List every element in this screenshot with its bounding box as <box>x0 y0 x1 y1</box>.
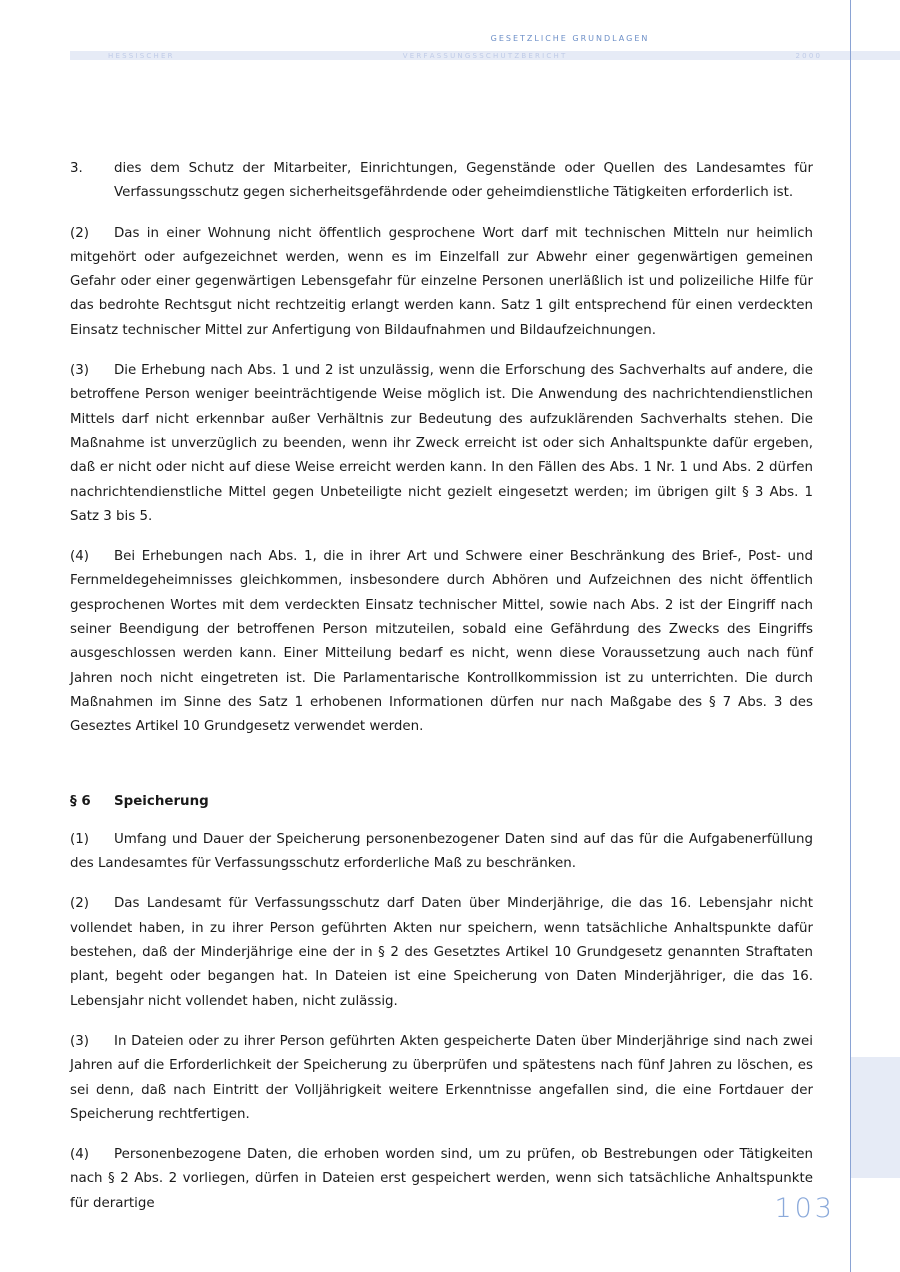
paragraph-number: (3) <box>70 363 89 379</box>
header-band-word: V E R F A S S U N G S S C H U T Z B E R I C H T <box>402 51 566 60</box>
header-band-word: 2 0 0 0 <box>795 51 820 60</box>
paragraph-number: (2) <box>70 225 89 241</box>
paragraph-text: Die Erhebung nach Abs. 1 und 2 ist unzulässig, wenn die Erforschung des Sachverhalts auf andere, die betroffene Person weniger beeinträchtigende Weise möglich ist. Die Anwendung des nachrichtendienstlichen Mittels darf nicht erkennbar außer Verhältnis zur Bedeutung des aufzuklärenden Sachverhalts stehen. Die Maßnahme ist unverzüglich zu beenden, wenn ihr Zweck erreicht ist oder sich Anhaltspunkte dafür ergeben, daß er nicht oder nicht auf diese Weise erreicht werden kann. In den Fällen des Abs. 1 Nr. 1 und Abs. 2 dürfen nachrichtendienstliche Mittel gegen Unbeteiligte nicht gezielt eingesetzt werden; im übrigen gilt § 3 Abs. 1 Satz 3 bis 5. <box>70 363 813 524</box>
paragraph-text: Personenbezogene Daten, die erhoben worden sind, um zu prüfen, ob Bestrebungen oder Tätigkeiten nach § 2 Abs. 2 vorliegen, dürfen in Dateien erst gespeichert werden, wenn sich tatsächliche Anhaltspunkte für derartige <box>70 1147 813 1211</box>
item-text: dies dem Schutz der Mitarbeiter, Einrichtungen, Gegenstände oder Quellen des Landesamtes für Verfassungsschutz gegen sicherheitsgefährdende oder geheimdienstliche Tätigkeiten erforderlich ist. <box>114 161 813 201</box>
section-title: Speicherung <box>114 793 209 809</box>
document-body <box>70 157 813 1232</box>
header-band-word: H E S S I S C H E R <box>108 51 173 60</box>
paragraph-number: (4) <box>70 549 89 565</box>
paragraph <box>70 545 813 739</box>
paragraph <box>70 1143 813 1216</box>
page-number: 103 <box>774 1193 835 1224</box>
paragraph-text: Bei Erhebungen nach Abs. 1, die in ihrer Art und Schwere einer Beschränkung des Brief-, Post- und Fernmeldegeheimnisses gleichkommen, insbesondere durch Abhören und Aufzeichnen des nicht öffentlich gesprochenen Wortes mit dem verdeckten Einsatz technischer Mittel, sowie nach Abs. 2 ist der Eingriff nach seiner Beendigung der betroffenen Person mitzuteilen, sobald eine Gefährdung des Zwecks des Eingriffs ausgeschlossen werden kann. Einer Mitteilung bedarf es nicht, wenn diese Voraussetzung auch nach fünf Jahren noch nicht eingetreten ist. Die Parlamentarische Kontrollkommission ist zu unterrichten. Die durch Maßnahmen im Sinne des Satz 1 erhobenen Informationen dürfen nur nach Maßgabe des § 7 Abs. 3 des Geseztes Artikel 10 Grundgesetz verwendet werden. <box>70 549 813 735</box>
side-tab-marker <box>851 1057 900 1178</box>
paragraph <box>70 1030 813 1127</box>
paragraph <box>70 828 813 877</box>
paragraph <box>70 222 813 343</box>
header-band-title <box>108 51 820 60</box>
paragraph <box>70 892 813 1013</box>
section-heading <box>70 790 813 814</box>
paragraph-number: (3) <box>70 1033 89 1049</box>
paragraph-text: Das in einer Wohnung nicht öffentlich gesprochene Wort darf mit technischen Mitteln nur heimlich mitgehört oder aufgezeichnet werden, wenn es im Einzelfall zur Abwehr einer gegenwärtigen gemeinen Gefahr oder einer gegenwärtigen Lebensgefahr für einzelne Personen unerläßlich ist und polizeiliche Hilfe für das bedrohte Rechtsgut nicht rechtzeitig erlangt werden kann. Satz 1 gilt entsprechend für einen verdeckten Einsatz technischer Mittel zur Anfertigung von Bildaufnahmen und Bildaufzeichnungen. <box>70 225 813 338</box>
paragraph-number: (4) <box>70 1147 89 1163</box>
running-header-section: GESETZLICHE GRUNDLAGEN <box>490 34 650 43</box>
paragraph-text: Umfang und Dauer der Speicherung personenbezogener Daten sind auf das für die Aufgabenerfüllung des Landesamtes für Verfassungsschutz erforderliche Maß zu beschränken. <box>70 831 813 872</box>
paragraph-text: In Dateien oder zu ihrer Person geführten Akten gespeicherte Daten über Minderjährige sind nach zwei Jahren auf die Erforderlichkeit der Speicherung zu überprüfen und spätestens nach fünf Jahren zu löschen, es sei denn, daß nach Eintritt der Volljährigkeit weitere Erkenntnisse angefallen sind, die eine Fortdauer der Speicherung rechtfertigen. <box>70 1033 813 1122</box>
section-number: § 6 <box>70 793 91 809</box>
paragraph-number: (1) <box>70 831 89 847</box>
paragraph-text: Das Landesamt für Verfassungsschutz darf Daten über Minderjährige, die das 16. Lebensjahr nicht vollendet haben, in zu ihrer Person geführten Akten nur speichern, wenn tatsächliche Anhaltspunkte dafür bestehen, daß der Minderjährige eine der in § 2 des Gesetztes Artikel 10 Grundgesetz genannten Straftaten plant, begeht oder begangen hat. In Dateien ist eine Speicherung von Daten Minderjähriger, die das 16. Lebensjahr nicht vollendet haben, nicht zulässig. <box>70 896 813 1009</box>
paragraph-number: (2) <box>70 896 89 912</box>
paragraph <box>70 359 813 529</box>
list-item <box>70 157 813 206</box>
item-number: 3. <box>70 161 83 176</box>
